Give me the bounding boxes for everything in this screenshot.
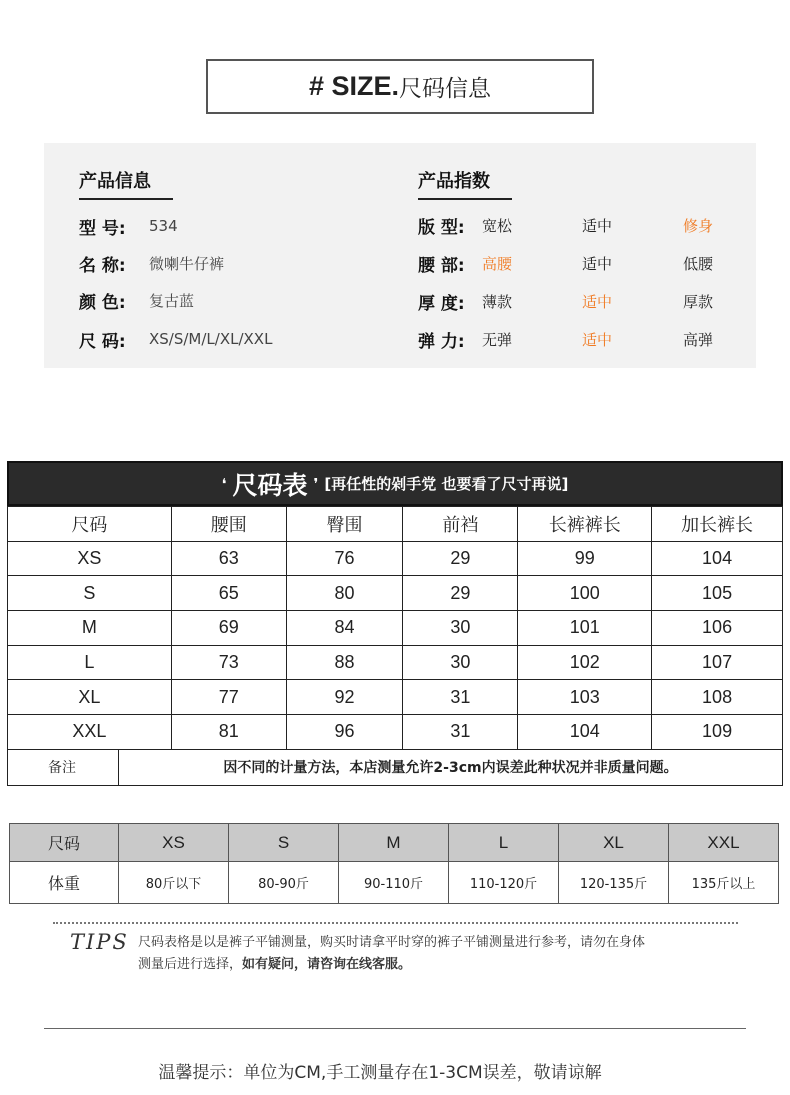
index-option: 薄款 <box>482 293 513 311</box>
weight-row <box>10 862 779 904</box>
table-cell: XXL <box>8 715 172 750</box>
sparkle-icon: ❛ <box>221 474 227 493</box>
table-cell: 96 <box>286 715 403 750</box>
info-row-model <box>79 214 178 238</box>
tips-line-2-bold: 如有疑问，请咨询在线客服。 <box>242 957 412 972</box>
tips-line-2 <box>138 954 738 976</box>
tips-divider <box>53 922 738 924</box>
table-cell: 80-90斤 <box>229 862 339 904</box>
table-cell: 30 <box>403 645 518 680</box>
table-cell: 105 <box>652 576 783 611</box>
index-option: 适中 <box>582 217 613 235</box>
info-value: 534 <box>149 217 178 235</box>
index-option-selected: 适中 <box>582 331 613 349</box>
column-header: 尺码 <box>10 824 119 862</box>
index-row-fit <box>418 213 748 237</box>
index-option: 宽松 <box>482 217 513 235</box>
table-row <box>8 611 783 646</box>
index-option: 适中 <box>582 255 613 273</box>
table-cell: 108 <box>652 680 783 715</box>
table-cell: 84 <box>286 611 403 646</box>
index-option-selected: 修身 <box>683 217 714 235</box>
table-cell: 30 <box>403 611 518 646</box>
table-header-row <box>8 507 783 542</box>
note-text: 因不同的计量方法，本店测量允许2-3cm内误差此种状况并非质量问题。 <box>223 760 678 777</box>
info-label: 尺 码: <box>79 331 126 352</box>
size-table-subtitle: [再任性的剁手党 也要看了尺寸再说] <box>324 475 569 493</box>
index-row-stretch <box>418 327 748 351</box>
info-row-size <box>79 327 272 351</box>
info-row-color <box>79 288 194 312</box>
table-cell: 65 <box>171 576 286 611</box>
tips-text <box>138 932 738 976</box>
size-table-title: 尺码表 <box>232 470 308 500</box>
table-cell: 31 <box>403 680 518 715</box>
table-cell: L <box>8 645 172 680</box>
column-header: 长裤裤长 <box>518 507 652 542</box>
product-index-heading: 产品指数 <box>418 167 512 200</box>
weight-table <box>9 823 779 904</box>
table-cell: 80 <box>286 576 403 611</box>
table-cell: 31 <box>403 715 518 750</box>
info-label: 名 称: <box>79 255 126 276</box>
table-row <box>8 576 783 611</box>
index-row-waist <box>418 251 748 275</box>
table-cell: S <box>8 576 172 611</box>
table-cell: M <box>8 611 172 646</box>
table-cell: 90-110斤 <box>339 862 449 904</box>
size-table-header <box>7 461 783 506</box>
page-title <box>206 59 594 114</box>
table-cell: 92 <box>286 680 403 715</box>
column-header: XXL <box>669 824 779 862</box>
footer-divider <box>44 1028 746 1029</box>
index-label: 腰 部: <box>418 256 465 276</box>
index-label: 厚 度: <box>418 294 465 314</box>
column-header: 尺码 <box>8 507 172 542</box>
table-cell: 102 <box>518 645 652 680</box>
title-en: # SIZE. <box>308 71 400 101</box>
table-cell: XL <box>8 680 172 715</box>
info-label: 型 号: <box>79 218 126 239</box>
column-header: 腰围 <box>171 507 286 542</box>
column-header: L <box>449 824 559 862</box>
weight-header-row <box>10 824 779 862</box>
table-cell: 29 <box>403 541 518 576</box>
table-note-row <box>7 750 783 786</box>
index-option-selected: 高腰 <box>482 255 513 273</box>
table-cell: 80斤以下 <box>119 862 229 904</box>
tips-line-1: 尺码表格是以是裤子平铺测量，购买时请拿平时穿的裤子平铺测量进行参考，请勿在身体 <box>138 935 646 950</box>
table-cell: 体重 <box>10 862 119 904</box>
product-info-panel <box>44 143 756 368</box>
column-header: XL <box>559 824 669 862</box>
table-row <box>8 715 783 750</box>
column-header: M <box>339 824 449 862</box>
table-cell: 110-120斤 <box>449 862 559 904</box>
table-row <box>8 680 783 715</box>
size-table <box>7 461 783 786</box>
index-option: 无弹 <box>482 331 513 349</box>
column-header: XS <box>119 824 229 862</box>
table-cell: 135斤以上 <box>669 862 779 904</box>
table-row <box>8 645 783 680</box>
note-label: 备注 <box>8 750 119 785</box>
table-cell: 63 <box>171 541 286 576</box>
table-row <box>8 541 783 576</box>
index-option: 低腰 <box>683 255 714 273</box>
sparkle-icon: ❜ <box>313 474 319 493</box>
table-cell: 109 <box>652 715 783 750</box>
column-header: 前裆 <box>403 507 518 542</box>
table-cell: 69 <box>171 611 286 646</box>
table-cell: 120-135斤 <box>559 862 669 904</box>
info-label: 颜 色: <box>79 292 126 313</box>
column-header: S <box>229 824 339 862</box>
table-cell: 88 <box>286 645 403 680</box>
info-value: 复古蓝 <box>149 291 195 310</box>
index-option-selected: 适中 <box>582 293 613 311</box>
title-zh: 尺码信息 <box>399 76 492 102</box>
table-cell: 77 <box>171 680 286 715</box>
info-row-name <box>79 251 224 275</box>
table-cell: 73 <box>171 645 286 680</box>
index-label: 弹 力: <box>418 332 465 352</box>
table-cell: 106 <box>652 611 783 646</box>
table-cell: 107 <box>652 645 783 680</box>
index-label: 版 型: <box>418 218 465 238</box>
table-cell: 103 <box>518 680 652 715</box>
info-value: 微喇牛仔裤 <box>149 254 225 273</box>
table-cell: XS <box>8 541 172 576</box>
tips-line-2-text: 测量后进行选择， <box>138 957 243 972</box>
size-grid <box>7 506 783 750</box>
column-header: 臀围 <box>286 507 403 542</box>
tips-label: TIPS <box>70 930 129 954</box>
table-cell: 81 <box>171 715 286 750</box>
product-info-heading: 产品信息 <box>79 167 173 200</box>
index-option: 厚款 <box>683 293 714 311</box>
table-cell: 76 <box>286 541 403 576</box>
info-value: XS/S/M/L/XL/XXL <box>149 330 273 348</box>
table-cell: 104 <box>652 541 783 576</box>
table-cell: 100 <box>518 576 652 611</box>
table-cell: 104 <box>518 715 652 750</box>
index-option: 高弹 <box>683 331 714 349</box>
index-row-thickness <box>418 289 748 313</box>
column-header: 加长裤长 <box>652 507 783 542</box>
table-cell: 29 <box>403 576 518 611</box>
footer-note: 温馨提示：单位为CM,手工测量存在1-3CM误差，敬请谅解 <box>158 1063 602 1083</box>
table-cell: 101 <box>518 611 652 646</box>
table-cell: 99 <box>518 541 652 576</box>
